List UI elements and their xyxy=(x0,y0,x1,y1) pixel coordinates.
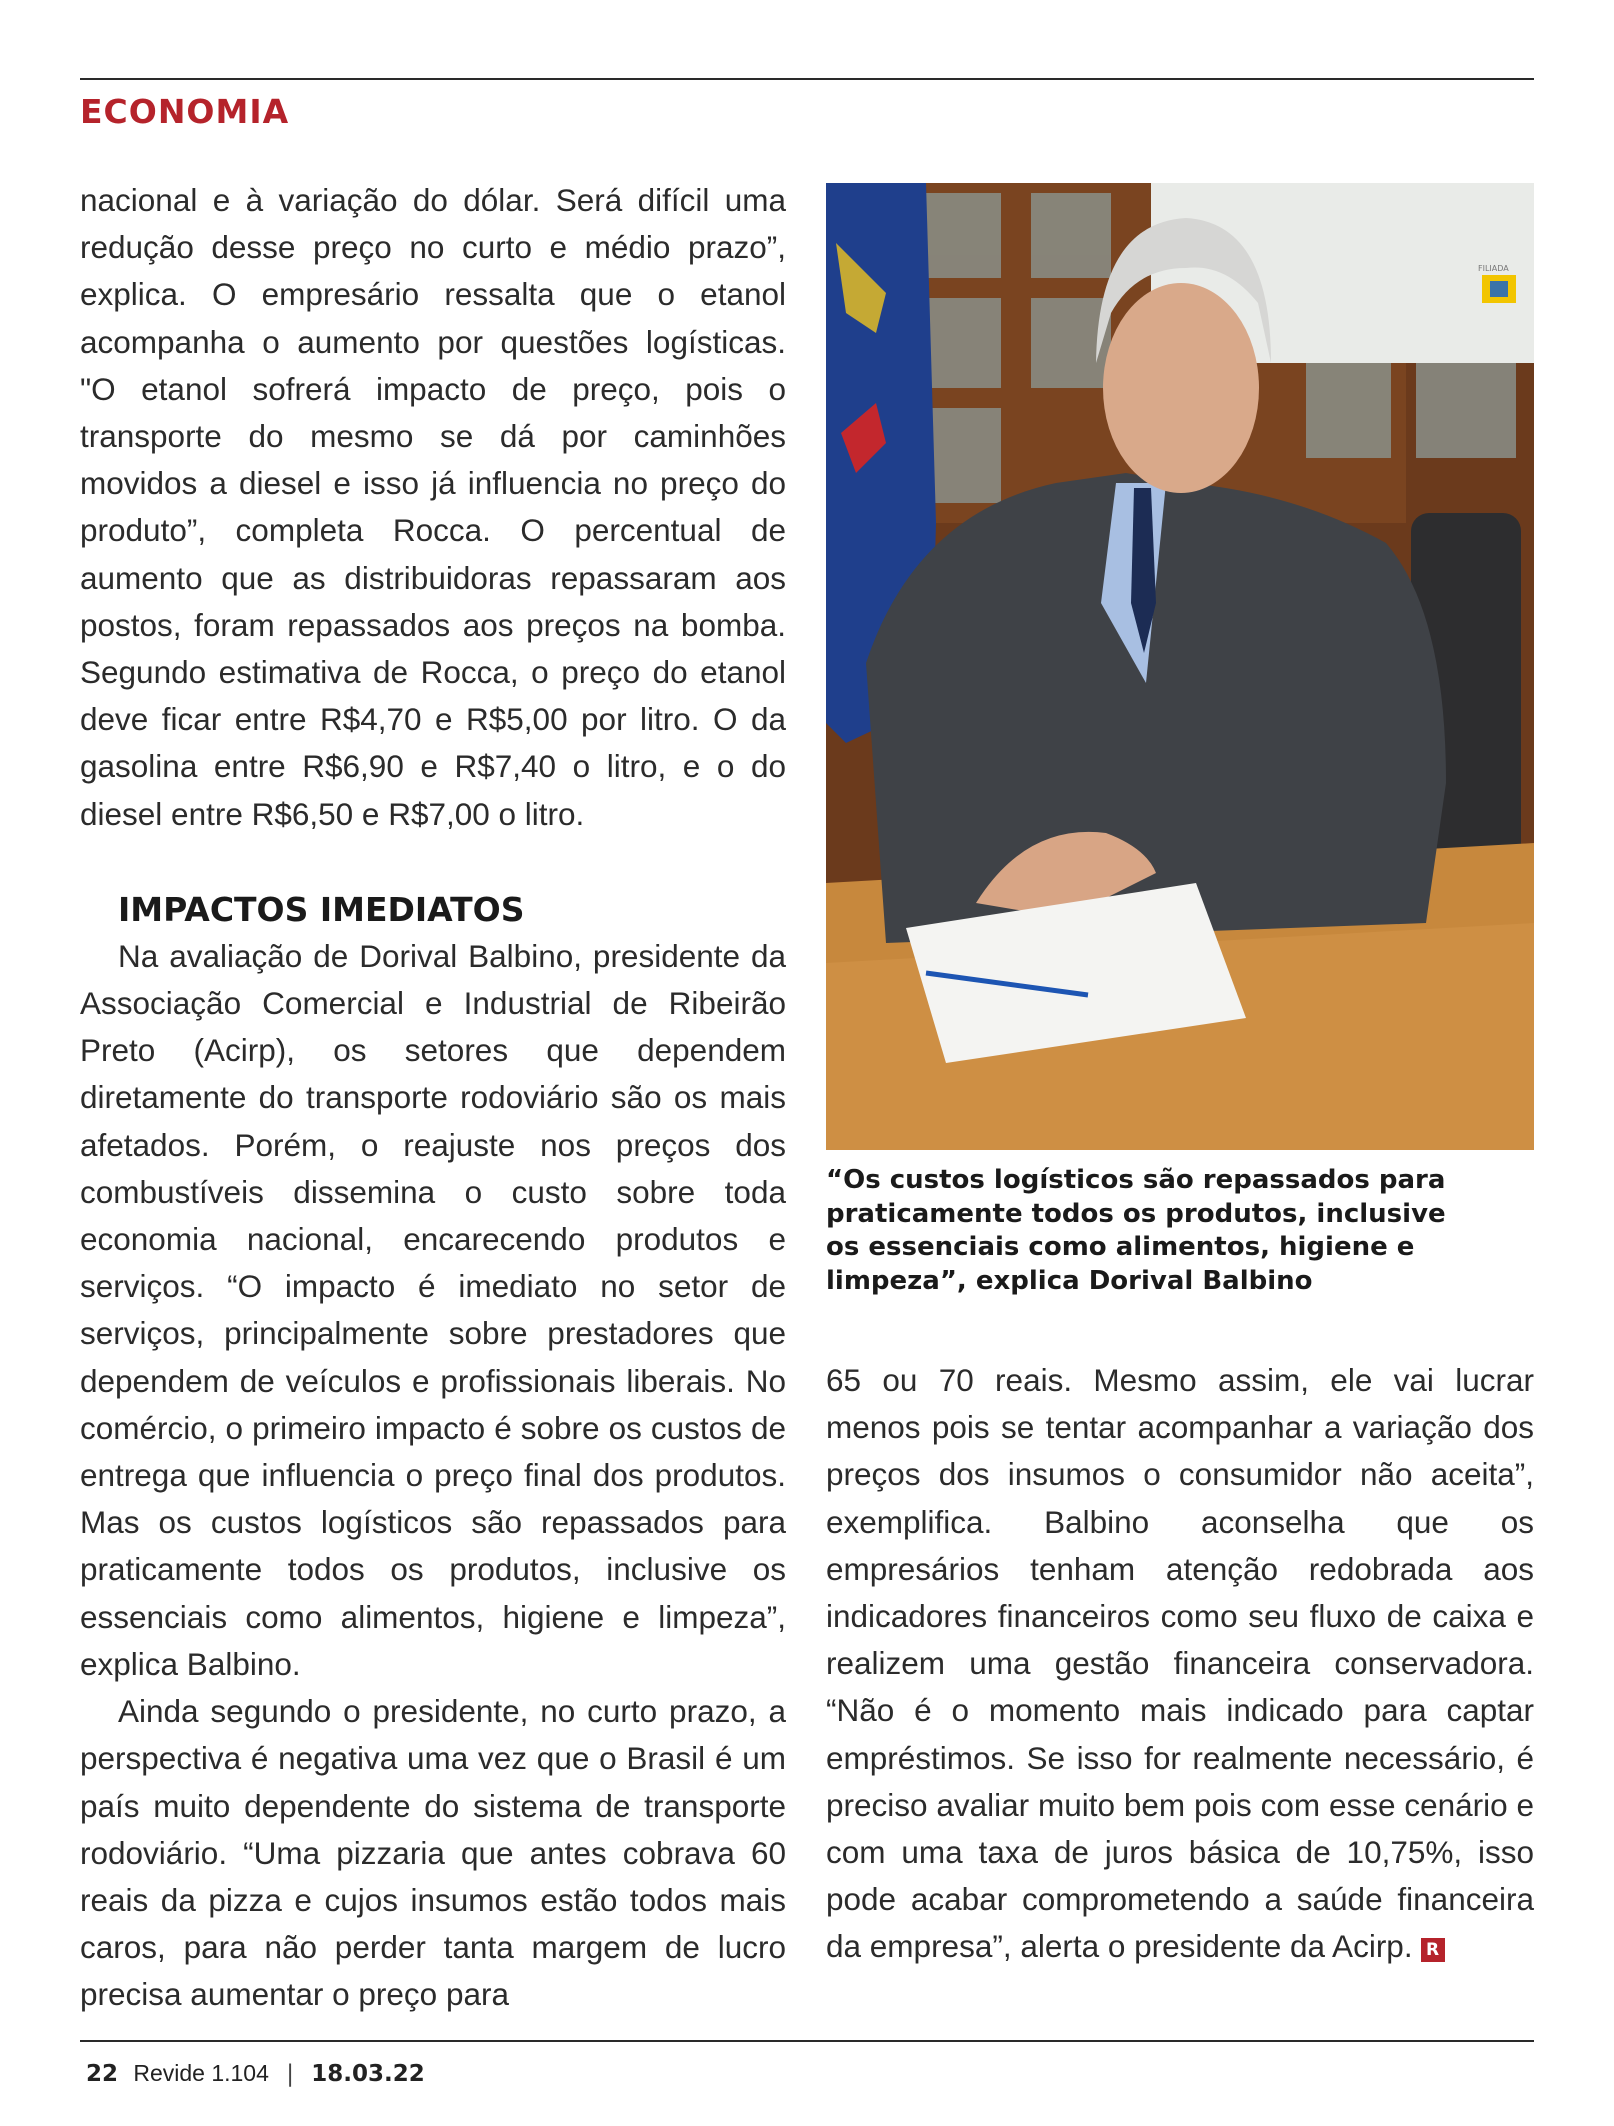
intro-paragraph: nacional e à variação do dólar. Será difícil uma redução desse preço no curto e médio prazo”, explica. O empresário ressalta que o etanol acompanha o aumento por questões logísticas. "O etanol sofrerá impacto de preço, pois o transporte do mesmo se dá por caminhões movidos a diesel e isso já influencia no preço do produto”, completa Rocca. O percentual de aumento que as distribuidoras repassaram aos postos, foram repassados aos preços na bomba. Segundo estimativa de Rocca, o preço do etanol deve ficar entre R$4,70 e R$5,00 por litro. O da gasolina entre R$6,90 e R$7,40 o litro, e o do diesel entre R$6,50 e R$7,00 o litro. xyxy=(80,182,786,832)
right-paragraph-text: 65 ou 70 reais. Mesmo assim, ele vai lucrar menos pois se tentar acompanhar a variação dos preços dos insumos o consumidor não aceita”, exemplifica. Balbino aconselha que os empresários tenham atenção redobrada aos indicadores financeiros como seu fluxo de caixa e realizem uma gestão financeira conservadora. “Não é o momento mais indicado para captar empréstimos. Se isso for realmente necessário, é preciso avaliar muito bem pois com esse cenário e com uma taxa de juros básica de 10,75%, isso pode acabar comprometendo a saúde financeira da empresa”, alerta o presidente da Acirp. xyxy=(826,1362,1534,1965)
body-paragraph-3: Ainda segundo o presidente, no curto prazo, a perspectiva é negativa uma vez que o Brasil é um país muito dependente do sistema de transporte rodoviário. “Uma pizzaria que antes cobrava 60 reais da pizza e cujos insumos estão todos mais caros, para não perder tanta margem de lucro precisa aumentar o preço para xyxy=(80,1693,786,2013)
magazine-issue: Revide 1.104 xyxy=(133,2060,269,2086)
portrait-photo xyxy=(826,183,1534,1150)
footer-separator: | xyxy=(286,2061,294,2087)
bottom-rule xyxy=(80,2040,1534,2042)
body-paragraph-2: Na avaliação de Dorival Balbino, presidente da Associação Comercial e Industrial de Ribeirão Preto (Acirp), os setores que dependem diretamente do transporte rodoviário são os mais afetados. Porém, o reajuste nos preços dos combustíveis dissemina o custo sobre toda economia nacional, encarecendo produtos e serviços. “O impacto é imediato no setor de serviços, principalmente sobre prestadores que dependem de veículos e profissionais liberais. No comércio, o primeiro impacto é sobre os custos de entrega que influencia o preço final dos produtos. Mas os custos logísticos são repassados para praticamente todos os produtos, inclusive os essenciais como alimentos, higiene e limpeza”, explica Balbino. xyxy=(80,937,786,1682)
subheading: IMPACTOS IMEDIATOS xyxy=(118,889,525,929)
page-number: 22 xyxy=(86,2061,119,2087)
top-rule xyxy=(80,78,1534,80)
end-of-article-mark: R xyxy=(1421,1938,1445,1962)
page-footer xyxy=(86,2060,425,2087)
left-column xyxy=(80,177,786,2019)
photo-caption: “Os custos logísticos são repassados para praticamente todos os produtos, inclusive os essenciais como alimentos, higiene e limpeza”, explica Dorival Balbino xyxy=(826,1165,1446,1296)
issue-date: 18.03.22 xyxy=(311,2061,425,2087)
right-column xyxy=(826,1357,1534,1971)
right-paragraph xyxy=(826,1357,1534,1971)
logo-text: FILIADA xyxy=(1478,264,1509,273)
section-label: ECONOMIA xyxy=(80,92,290,131)
